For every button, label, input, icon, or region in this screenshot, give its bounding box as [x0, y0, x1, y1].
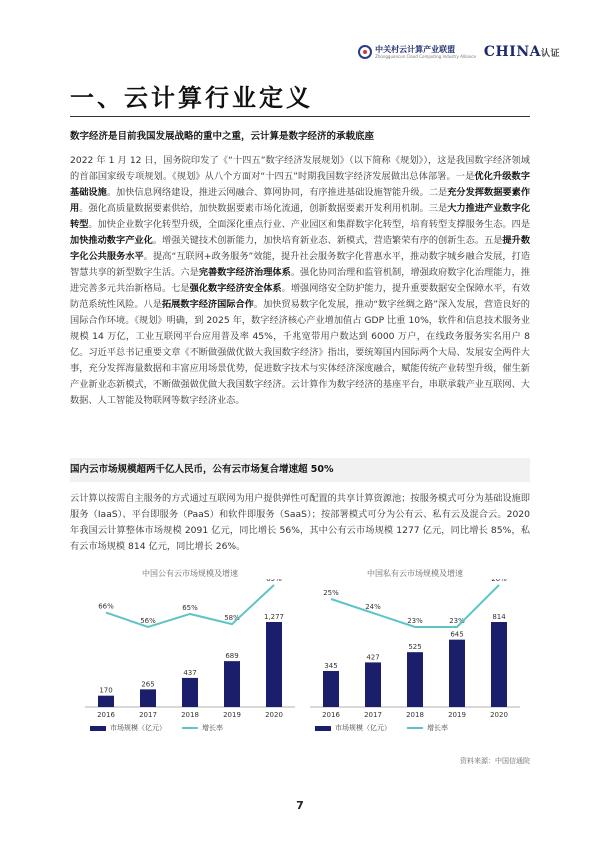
rate-label: 56%: [140, 617, 156, 625]
chart-title: 中国公有云市场规模及增速: [142, 569, 238, 578]
bar-2018: [182, 678, 198, 707]
section-subheading-1: 数字经济是目前我国发展战略的重中之重，云计算是数字经济的承载底座: [70, 131, 375, 142]
bar-value-label: 427: [366, 653, 380, 662]
legend-line-swatch: [182, 727, 198, 729]
private-cloud-chart-svg: [305, 579, 525, 719]
bar-2018: [407, 652, 423, 707]
rate-label: 26%: [491, 579, 507, 583]
legend-label-size: 市场规模（亿元）: [335, 724, 391, 732]
rate-label: 23%: [449, 617, 465, 625]
page-number: 7: [296, 799, 304, 812]
legend-line-swatch: [407, 727, 423, 729]
x-tick-label: 2016: [322, 711, 340, 719]
alliance-logo-subtext: Zhongguancun Cloud Computing Industry Alliance: [375, 54, 476, 59]
china-logo-subtext: 认证: [540, 49, 560, 59]
x-tick-label: 2020: [490, 711, 508, 719]
rate-label: 25%: [323, 589, 339, 597]
bar-2019: [449, 640, 465, 707]
bar-2020: [266, 622, 282, 707]
x-tick-label: 2018: [406, 711, 424, 719]
rate-label: 66%: [98, 602, 114, 611]
alliance-logo-text: 中关村云计算产业联盟: [375, 45, 456, 54]
bar-value-label: 170: [99, 686, 113, 695]
x-tick-label: 2017: [139, 711, 157, 719]
chart-title: 中国私有云市场规模及增速: [367, 569, 463, 578]
legend-item-rate: [182, 723, 223, 733]
rate-label: 85%: [266, 579, 282, 583]
bar-value-label: 689: [225, 652, 239, 661]
rate-label: 58%: [224, 614, 240, 623]
public-cloud-chart-svg: [80, 579, 300, 719]
header-logos: [358, 44, 560, 60]
rate-label: 65%: [182, 603, 198, 612]
bar-value-label: 345: [324, 661, 338, 670]
bar-value-label: 525: [408, 643, 422, 652]
legend-item-size: [315, 723, 391, 733]
x-tick-label: 2019: [223, 711, 241, 719]
chart-legend: [315, 723, 448, 733]
legend-label-rate: 增长率: [427, 724, 448, 732]
body-paragraph-1: 2022 年 1 月 12 日，国务院印发了《“十四五”数字经济发展规划》（以下简称《规划》），这是我国数字经济领域的首部国家级专项规划。《规划》从八个方面对“十四五”时期我国数字经济发展做出总体部署。一是优化升级数字基础设施。加快信息网络建设，推进云网融合、算网协同，有序推进基础设施智能升级。二是充分发挥数据要素作用。强化高质量数据要素供给，加快数据要素市场化流通，创新数据要素开发利用机制。三是大力推进产业数字化转型。加快企业数字化转型升级，全面深化重点行业、产业园区和集群数字化转型，培育转型支撑服务生态。四是加快推动数字产业化。增强关键技术创新能力，加快培育新业态、新模式，营造繁荣有序的创新生态。五是提升数字化公共服务水平。提高“互联网+政务服务”效能，提升社会服务数字化普惠水平，推动数字城乡融合发展，打造智慧共享的新型数字生活。六是完善数字经济治理体系。强化协同治理和监管机制，增强政府数字化治理能力，推进完善多元共治新格局。七是强化数字经济安全体系。增强网络安全防护能力，提升重要数据安全保障水平，有效防范系统性风险。八是拓展数字经济国际合作。加快贸易数字化发展，推动“数字丝绸之路”深入发展，营造良好的国际合作环境。《规划》明确，到 2025 年，数字经济核心产业增加值占 GDP 比重 10%，软件和信息技术服务业规模 14 万亿，工业互联网平台应用普及率 45%，千兆宽带用户数达到 6000 万户，在线政务服务实名用户 8 亿。习近平总书记重要文章《不断做强做优做大我国数字经济》指出，要统筹国内国际两个大局、发展安全两件大事，充分发挥海量数据和丰富应用场景优势，促进数字技术与实体经济深度融合，赋能传统产业转型升级，催生新产业新业态新模式，不断做强做优做大我国数字经济。云计算作为数字经济的基座平台，串联承载产业互联网、大数据、人工智能及物联网等数字经济业态。: [70, 155, 531, 406]
bar-2016: [98, 696, 114, 707]
bar-2017: [140, 689, 156, 707]
section-subheading-2-box: [70, 458, 530, 482]
x-tick-label: 2017: [364, 711, 382, 719]
bar-2016: [323, 671, 339, 707]
section-subheading-2: 国内云市场规模超两千亿人民币，公有云市场复合增速超 50%: [70, 464, 334, 475]
alliance-logo-icon: [358, 45, 372, 59]
legend-item-rate: [407, 723, 448, 733]
x-tick-label: 2016: [97, 711, 115, 719]
private-cloud-chart: [305, 568, 525, 733]
legend-bar-swatch: [315, 726, 331, 731]
page-title: 一、云计算行业定义: [70, 84, 313, 112]
x-tick-label: 2018: [181, 711, 199, 719]
legend-bar-swatch: [90, 726, 106, 731]
bar-value-label: 645: [450, 630, 464, 639]
bar-value-label: 437: [183, 668, 197, 677]
x-tick-label: 2019: [448, 711, 466, 719]
title-divider: [70, 116, 530, 117]
bar-2017: [365, 662, 381, 707]
public-cloud-chart: [80, 568, 300, 733]
bar-value-label: 1,277: [263, 613, 285, 621]
chart-legend: [90, 723, 223, 733]
bar-2019: [224, 661, 240, 707]
legend-label-rate: 增长率: [202, 724, 223, 732]
data-source-note: 资料来源：中国信通院: [460, 757, 530, 765]
rate-label: 24%: [365, 603, 381, 611]
rate-label: 23%: [407, 617, 423, 625]
bar-2020: [491, 622, 507, 707]
bar-value-label: 814: [492, 613, 506, 621]
bar-value-label: 265: [141, 680, 155, 689]
x-tick-label: 2020: [265, 711, 283, 719]
legend-item-size: [90, 723, 166, 733]
alliance-logo: [358, 45, 476, 59]
china-logo: [484, 44, 560, 60]
legend-label-size: 市场规模（亿元）: [110, 724, 166, 732]
body-paragraph-2: 云计算以按需自主服务的方式通过互联网为用户提供弹性可配置的共享计算资源池；按服务模式可分为基础设施即服务（IaaS）、平台即服务（PaaS）和软件即服务（SaaS）；按部署模式可分为公有云、私有云及混合云。2020 年我国云计算整体市场规模 2091 亿元，同比增长 56%，其中公有云市场规模 1277 亿元，同比增长 85%，私有云市场规模 814 亿元，同比增长 26%。: [70, 493, 530, 552]
china-logo-text: CHINA: [483, 44, 541, 60]
